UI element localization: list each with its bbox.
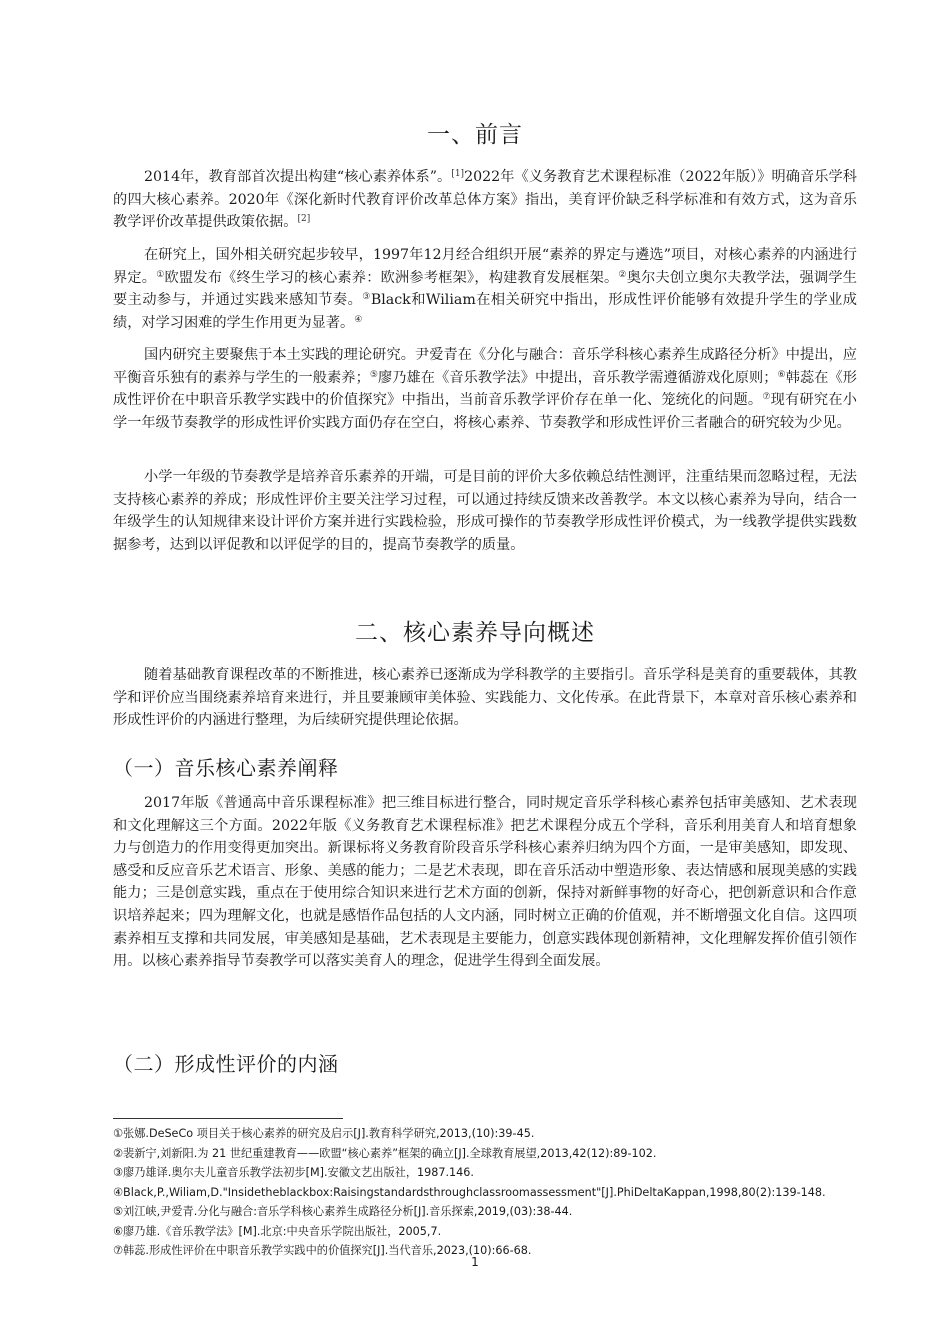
footnote-mark: ⑥	[777, 369, 786, 380]
citation-mark: [1]	[451, 169, 465, 179]
page-number: 1	[471, 1255, 479, 1269]
section-heading-intro: 一、前言	[427, 122, 523, 148]
section-heading-core-literacy: 二、核心素养导向概述	[355, 620, 595, 646]
text: 廖乃雄在《音乐教学法》中提出，音乐教学需遵循游戏化原则；	[378, 369, 778, 386]
footnote-item: ①张娜.DeSeCo 项目关于核心素养的研究及启示[J].教育科学研究,2013,(10):39-45.	[113, 1127, 535, 1140]
text: Black和Wiliam在相关研究中指出，形成性评价能够有效提升学生的学业成绩，对学习困难的学生作用更为显著。	[113, 292, 857, 331]
footnote-divider	[113, 1118, 343, 1119]
text: 欧盟发布《终生学习的核心素养：欧洲参考框架》，构建教育发展框架。	[164, 269, 619, 286]
footnote-item: ②裴新宁,刘新阳.为 21 世纪重建教育——欧盟“核心素养”框架的确立[J].全球教育展望,2013,42(12):89-102.	[113, 1146, 657, 1160]
footnote-mark: ①	[156, 269, 165, 280]
paragraph-overview: 随着基础教育课程改革的不断推进，核心素养已逐渐成为学科教学的主要指引。音乐学科是美育的重要载体，其教学和评价应当围绕素养培育来进行，并且要兼顾审美体验、实践能力、文化传承。在此背景下，本章对音乐核心素养和形成性评价的内涵进行整理，为后续研究提供理论依据。	[113, 667, 857, 729]
footnote-mark: ⑤	[369, 369, 378, 380]
footnote-mark: ④	[354, 314, 363, 325]
text: 现有研究在小学一年级节奏教学的形成性评价实践方面仍存在空白，将核心素养、节奏教学和形成性评价三者融合的研究较为少见。	[113, 392, 857, 431]
footnote-mark: ⑦	[762, 392, 771, 403]
footnote-item: ⑦韩蕊.形成性评价在中职音乐教学实践中的价值探究[J].当代音乐,2023,(10):66-68.	[113, 1244, 532, 1257]
text: 韩蕊在《形成性评价在中职音乐教学实践中的价值探究》中指出，当前音乐教学评价存在单一化、笼统化的问题。	[113, 369, 857, 409]
paragraph-intro-2	[113, 244, 857, 334]
text: 奥尔夫创立奥尔夫教学法，强调学生要主动参与，并通过实践来感知节奏。	[113, 269, 857, 309]
footnote-item: ⑤刘江峡,尹爱青.分化与融合:音乐学科核心素养生成路径分析[J].音乐探索,2019,(03):38-44.	[113, 1205, 573, 1218]
footnote-mark: ③	[362, 292, 371, 303]
footnotes	[113, 1124, 873, 1261]
footnote-mark: ②	[618, 269, 627, 280]
text: 国内研究主要聚焦于本土实践的理论研究。尹爱青在《分化与融合：音乐学科核心素养生成路径分析》中提出，应平衡音乐独有的素养与学生的一般素养；	[113, 347, 857, 386]
text: 2022年《义务教育艺术课程标准（2022年版）》明确音乐学科的四大核心素养。2020年《深化新时代教育评价改革总体方案》指出，美育评价缺乏科学标准和有效方式，这为音乐教学评价改革提供政策依据。	[113, 169, 857, 231]
footnote-item: ⑥廖乃雄.《音乐教学法》[M].北京:中央音乐学院出版社，2005,7.	[113, 1224, 442, 1238]
paragraph-intro-4: 小学一年级的节奏教学是培养音乐素养的开端，可是目前的评价大多依赖总结性测评，注重结果而忽略过程，无法支持核心素养的养成；形成性评价主要关注学习过程，可以通过持续反馈来改善教学。本文以核心素养为导向，结合一年级学生的认知规律来设计评价方案并进行实践检验，形成可操作的节奏教学形成性评价模式，为一线教学提供实践数据参考，达到以评促教和以评促学的目的，提高节奏教学的质量。	[113, 469, 857, 553]
footnote-item: ④Black,P.,Wiliam,D."Insidetheblackbox:Raisingstandardsthroughclassroomassessment"[J].PhiDeltaKappan,1998,80(2):139-148.	[113, 1185, 826, 1199]
paragraph-music-literacy: 2017年版《普通高中音乐课程标准》把三维目标进行整合，同时规定音乐学科核心素养包括审美感知、艺术表现和文化理解这三个方面。2022年版《义务教育艺术课程标准》把艺术课程分成五个学科，音乐利用美育人和培育想象力与创造力的作用变得更加突出。新课标将义务教育阶段音乐学科核心素养归纳为四个方面，一是审美感知，即发现、感受和反应音乐艺术语言、形象、美感的能力；二是艺术表现，即在音乐活动中塑造形象、表达情感和展现美感的实践能力；三是创意实践，重点在于使用综合知识来进行艺术方面的创新，保持对新鲜事物的好奇心，把创新意识和合作意识培养起来；四为理解文化，也就是感悟作品包括的人文内涵，同时树立正确的价值观，并不断增强文化自信。这四项素养相互支撑和共同发展，审美感知是基础，艺术表现是主要能力，创意实践体现创新精神，文化理解发挥价值引领作用。以核心素养指导节奏教学可以落实美育人的理念，促进学生得到全面发展。	[113, 795, 857, 970]
paragraph-intro-3	[113, 344, 857, 434]
footnote-item: ③廖乃雄译.奥尔夫儿童音乐教学法初步[M].安徽文艺出版社，1987.146.	[113, 1166, 474, 1179]
subsection-heading-formative-assessment: （二）形成性评价的内涵	[113, 1052, 339, 1076]
text: 2014年，教育部首次提出构建“核心素养体系”。	[144, 169, 452, 185]
text: 在研究上，国外相关研究起步较早，1997年12月经合组织开展“素养的界定与遴选”项目，对核心素养的内涵进行界定。	[113, 247, 857, 286]
paragraph-intro-1	[113, 166, 857, 234]
subsection-heading-music-literacy: （一）音乐核心素养阐释	[113, 756, 339, 780]
citation-mark: [2]	[297, 214, 311, 225]
